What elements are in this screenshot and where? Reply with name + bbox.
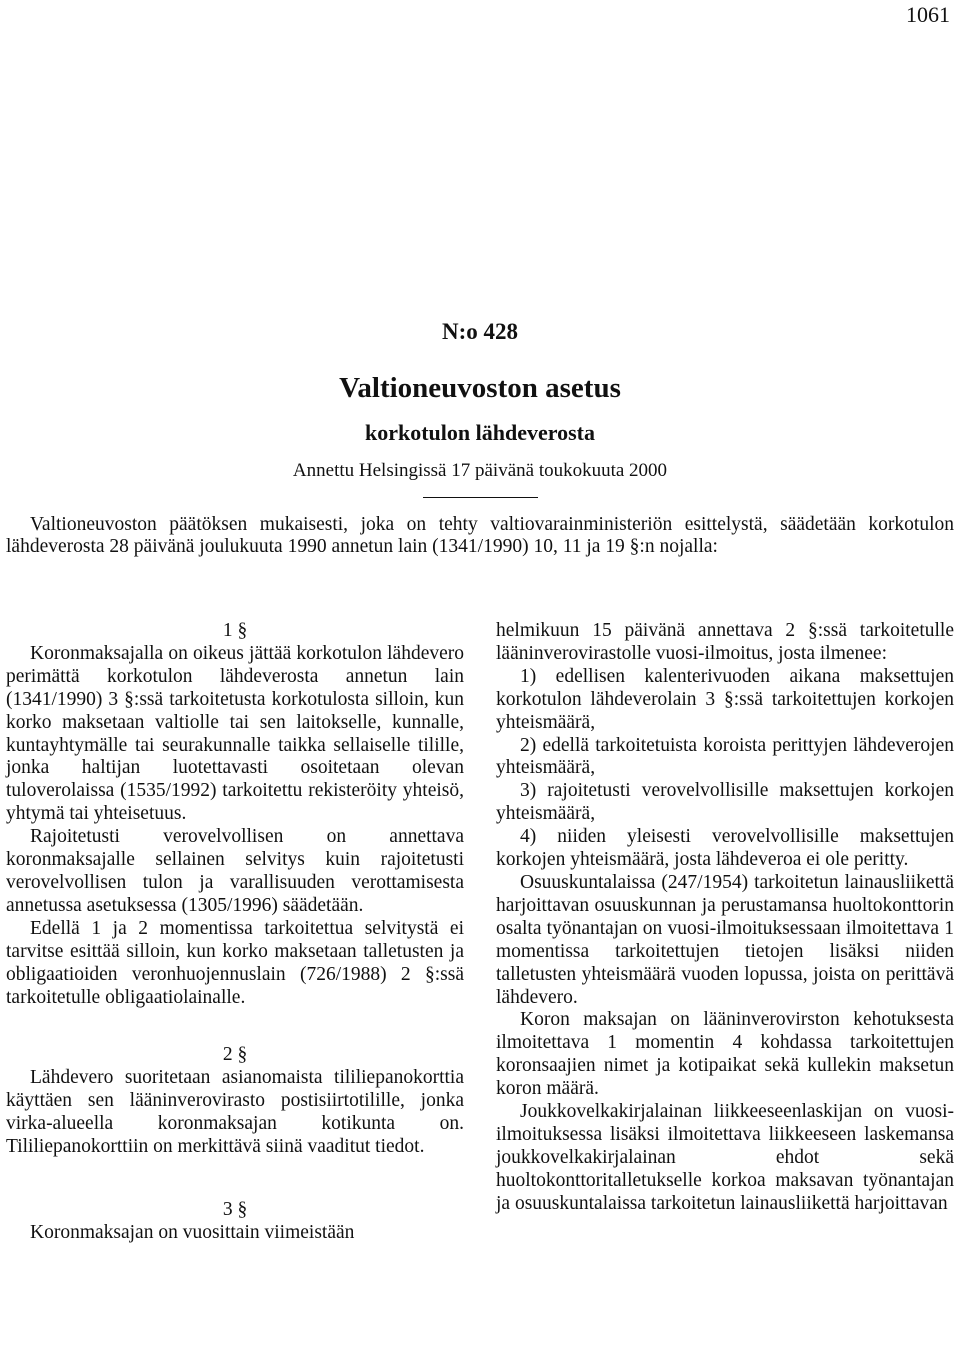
section-3-paragraph-1-continued: helmikuun 15 päivänä annettava 2 §:ssä tarkoitetulle lääninverovirastolle vuosi-ilmoitus, josta ilmenee: bbox=[496, 620, 954, 664]
section-1-paragraph-3: Edellä 1 ja 2 momentissa tarkoitettua selvitystä ei tarvitse esittää silloin, kun korko maksetaan talletusten ja obligaatioiden veronhuojennuslain (726/1988) 2 §:ssä tarkoitetulle obligaatiolainalle. bbox=[6, 917, 464, 1008]
title-divider bbox=[423, 497, 538, 498]
right-column bbox=[496, 620, 954, 1216]
page-number: 1061 bbox=[906, 2, 950, 27]
section-3-item-1: 1) edellisen kalenterivuoden aikana maksettujen korkotulon lähdeverolain 3 §:ssä tarkoitettujen korkojen yhteismäärä, bbox=[496, 665, 954, 733]
section-3-heading: 3 § bbox=[222, 1198, 248, 1220]
section-3-paragraph-2: Osuuskuntalaissa (247/1954) tarkoitetun lainausliikettä harjoittavan osuuskunnan ja perustamansa huoltokonttorin osalta työnantajan on vuosi-ilmoituksessaan ilmoitettava 1 momentissa tarkoitettujen tietojen lisäksi niiden talletusten yhteismäärä vuoden lopussa, joista on perittävä lähdevero. bbox=[496, 871, 954, 1008]
section-3-paragraph-1: Koronmaksajan on vuosittain viimeistään bbox=[30, 1221, 355, 1243]
section-3-paragraph-4: Joukkovelkakirjalainan liikkeeseenlaskijan on vuosi-ilmoituksessa lisäksi ilmoitettava liikkeeseen laskemansa joukkovelkakirjalainan ehdot sekä huoltokonttoritalletukselle korkoa maksavan työnantajan ja osuuskuntalaissa tarkoitetun lainausliikettä harjoittavan bbox=[496, 1101, 954, 1214]
section-2-paragraph-1: Lähdevero suoritetaan asianomaista tililiepanokorttia käyttäen sen lääninverovirasto postisiirtotilille, jonka virka-alueella koronmaksajan kotikunta on. Tililiepanokorttiin on merkittävä siinä vaaditut tiedot. bbox=[6, 1067, 464, 1158]
left-column bbox=[6, 620, 464, 1245]
document-subtitle: korkotulon lähdeverosta bbox=[364, 420, 595, 445]
document-number: N:o 428 bbox=[441, 319, 519, 344]
section-2-heading: 2 § bbox=[222, 1044, 248, 1066]
section-3-item-2: 2) edellä tarkoitetuista koroista perittyjen lähdeverojen yhteismäärä, bbox=[496, 734, 954, 779]
section-3-paragraph-3: Koron maksajan on lääninverovirston kehotuksesta ilmoitettava 1 momentin 4 kohdassa tarkoitettujen koronsaajien nimet ja kotipaikat sekä kullekin maksetun koron määrä. bbox=[496, 1009, 954, 1100]
section-3-item-3: 3) rajoitetusti verovelvollisille maksettujen korkojen yhteismäärä, bbox=[496, 780, 954, 825]
section-3-item-4: 4) niiden yleisesti verovelvollisille maksettujen korkojen yhteismäärä, josta lähdeveroa ei ole peritty. bbox=[496, 826, 954, 871]
issued-line: Annettu Helsingissä 17 päivänä toukokuuta 2000 bbox=[292, 460, 668, 481]
preamble: Valtioneuvoston päätöksen mukaisesti, joka on tehty valtiovarainministeriön esittelystä, säädetään korkotulon lähdeverosta 28 päivänä joulukuuta 1990 annetun lain (1341/1990) 10, 11 ja 19 §:n nojalla: bbox=[6, 514, 954, 557]
document-title: Valtioneuvoston asetus bbox=[339, 372, 621, 404]
section-1-heading: 1 § bbox=[222, 620, 248, 641]
section-1-paragraph-1: Koronmaksajalla on oikeus jättää korkotulon lähdevero perimättä korkotulon lähdeverosta annetun lain (1341/1990) 3 §:ssä tarkoitetusta korkotulosta silloin, kun korko maksetaan valtiolle tai sen laitokselle, kunnalle, kuntayhtymälle tai seurakunnalle taikka sellaiselle tilille, jonka haltijan luotettavasti osoitetaan olevan tuloverolaissa (1535/1992) tarkoitettu rekisteröity yhteisö, yhtymä tai yhteisetuus. bbox=[6, 642, 464, 825]
section-1-paragraph-2: Rajoitetusti verovelvollisen on annettava koronmaksajalle sellainen selvitys kuin rajoitetusti verovelvollisen tulon ja varallisuuden verottamisesta annetussa asetuksessa (1305/1996) säädetään. bbox=[6, 826, 464, 916]
